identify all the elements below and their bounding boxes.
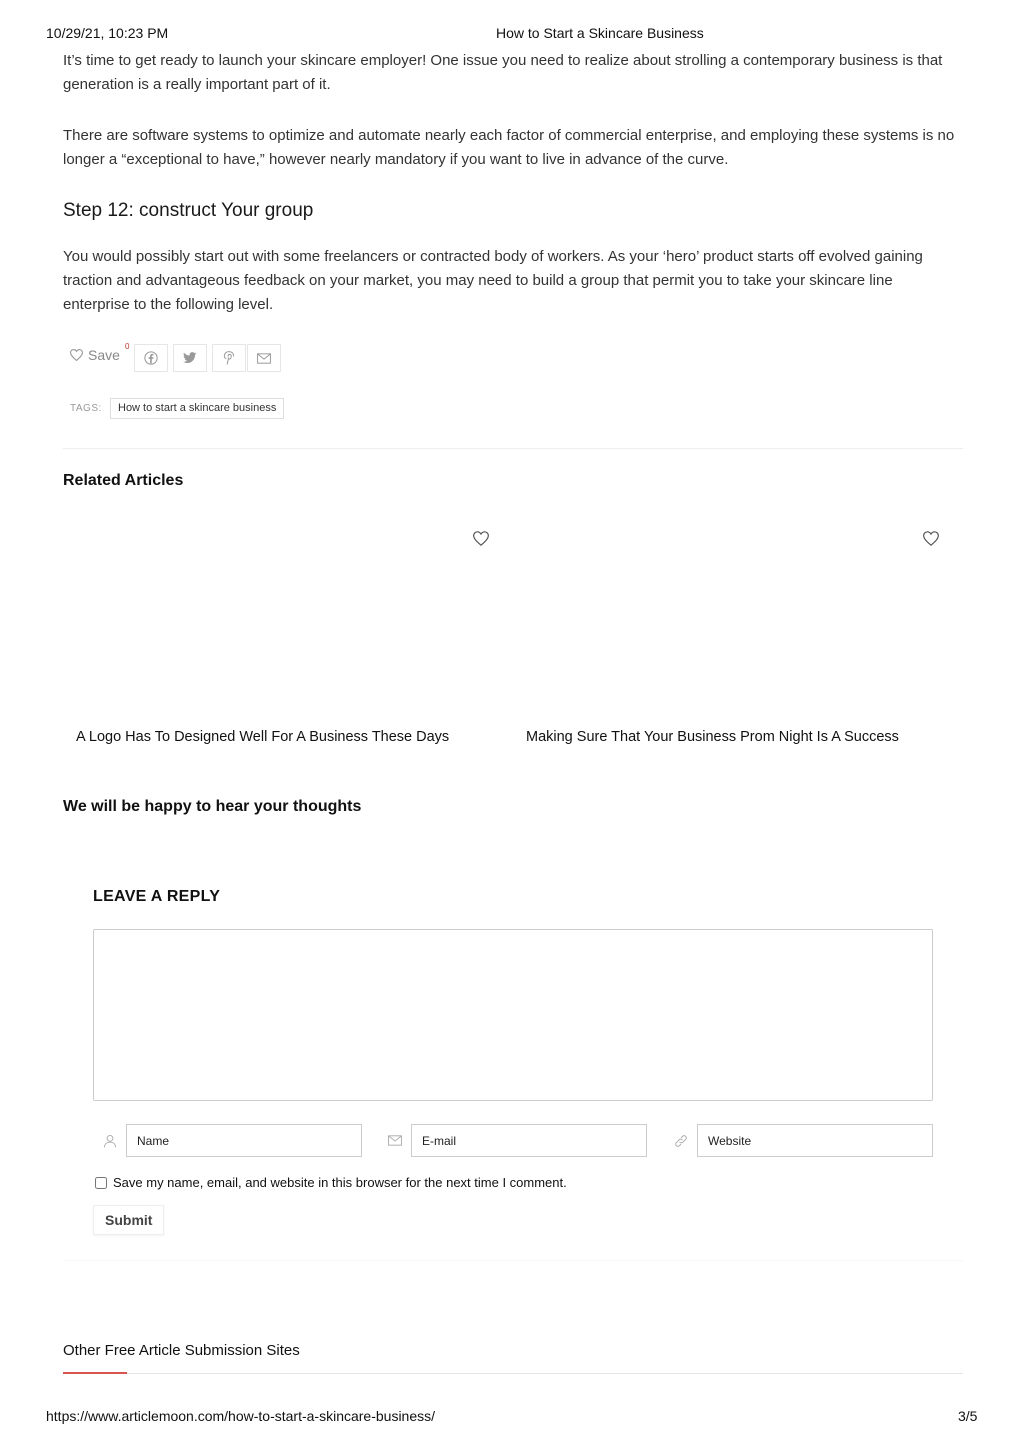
step-heading: Step 12: construct Your group	[63, 200, 314, 221]
share-facebook-button[interactable]	[134, 344, 168, 372]
comment-textarea[interactable]	[93, 929, 933, 1101]
divider	[63, 1260, 963, 1261]
envelope-icon	[378, 1124, 411, 1157]
name-input[interactable]	[126, 1124, 362, 1157]
tags-label: TAGS:	[70, 403, 102, 414]
website-field-group	[664, 1124, 933, 1157]
save-info-label: Save my name, email, and website in this browser for the next time I comment.	[113, 1175, 567, 1190]
related-thumbnail-1[interactable]	[63, 520, 503, 715]
print-page-title: How to Start a Skincare Business	[496, 25, 704, 41]
save-label: Save	[88, 347, 120, 363]
favorite-heart-icon[interactable]	[473, 531, 489, 547]
share-twitter-button[interactable]	[173, 344, 207, 372]
name-field-group	[93, 1124, 362, 1157]
favorite-heart-icon[interactable]	[923, 531, 939, 547]
twitter-icon	[183, 352, 197, 364]
print-url: https://www.articlemoon.com/how-to-start-a-skincare-business/	[46, 1408, 436, 1424]
heart-icon	[70, 349, 83, 361]
share-email-button[interactable]	[247, 344, 281, 372]
title-accent-bar	[63, 1372, 127, 1374]
user-icon	[93, 1124, 126, 1157]
save-count-badge: 0	[125, 342, 130, 351]
thoughts-title: We will be happy to hear your thoughts	[63, 798, 362, 815]
print-page-number: 3/5	[958, 1408, 978, 1424]
related-article-title-2[interactable]: Making Sure That Your Business Prom Night Is A Success	[526, 729, 899, 745]
article-paragraph-1: It’s time to get ready to launch your skincare employer! One issue you need to realize about strolling a contemporary business is that generation is a really important part of it.	[63, 52, 943, 93]
divider	[63, 448, 963, 449]
tag-link[interactable]: How to start a skincare business	[110, 398, 284, 419]
other-sites-title: Other Free Article Submission Sites	[63, 1342, 300, 1359]
leave-reply-title: LEAVE A REPLY	[93, 888, 221, 905]
article-paragraph-2: There are software systems to optimize and automate nearly each factor of commercial enterprise, and employing these systems is no longer a “exceptional to have,” however nearly mandatory if you want to live in advance of the curve.	[63, 127, 955, 168]
email-field-group	[378, 1124, 647, 1157]
article-paragraph-3: You would possibly start out with some freelancers or contracted body of workers. As your ‘hero’ product starts off evolved gaining traction and advantageous feedback on your market, you may need to build a group that permit you to take your skincare line enterprise to the following level.	[63, 248, 923, 313]
email-icon	[257, 353, 271, 364]
facebook-icon	[144, 351, 158, 365]
save-button[interactable]	[70, 347, 120, 363]
save-info-checkbox[interactable]	[95, 1177, 107, 1189]
save-info-option	[95, 1175, 567, 1190]
website-input[interactable]	[697, 1124, 933, 1157]
link-icon	[664, 1124, 697, 1157]
related-articles-title: Related Articles	[63, 472, 184, 489]
divider	[63, 1373, 963, 1374]
submit-button[interactable]: Submit	[93, 1205, 164, 1235]
pinterest-icon	[223, 351, 235, 365]
print-datetime: 10/29/21, 10:23 PM	[46, 25, 169, 41]
email-input[interactable]	[411, 1124, 647, 1157]
related-article-title-1[interactable]: A Logo Has To Designed Well For A Business These Days	[76, 729, 450, 745]
related-thumbnail-2[interactable]	[513, 520, 953, 715]
share-pinterest-button[interactable]	[212, 344, 246, 372]
